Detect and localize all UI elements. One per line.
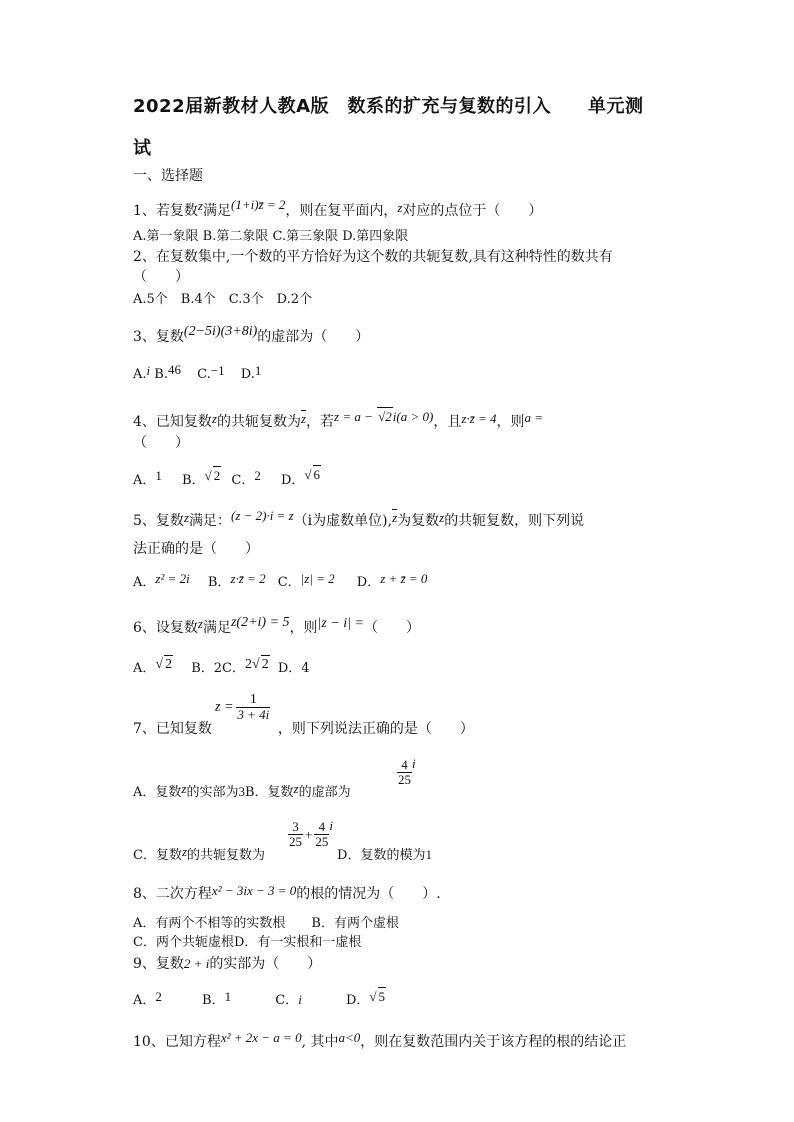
q8-formula: x² − 3ix − 3 = 0 xyxy=(211,883,297,898)
q1-options: A.第一象限 B.第二象限 C.第三象限 D.第四象限 xyxy=(133,229,409,244)
q7-opt-b-text: 的虚部为 xyxy=(298,785,351,800)
q7-opt-b-i: i xyxy=(412,756,416,771)
q7-opt-a-text: 的实部为 xyxy=(186,785,239,800)
q10-text: 10、已知方程 xyxy=(133,1034,221,1050)
q6-opt-a-label: A． xyxy=(133,661,156,676)
q7-opt-b-label: B．复数 xyxy=(244,785,294,800)
q3-formula: (2−5i)(3+8i) xyxy=(183,324,258,339)
q9-opt-d-label: D． xyxy=(345,993,370,1008)
q4-opt-b-value: 2 xyxy=(213,468,221,483)
q4-text-3: ，若 xyxy=(306,414,335,430)
q7-opt-a-label: A．复数 xyxy=(133,785,182,800)
q5-text-2: 满足： xyxy=(188,513,231,529)
q5-var: z xyxy=(183,510,189,525)
q9-opt-c-label: C． xyxy=(275,993,299,1008)
q5-opt-b-value: z·z̄ = 2 xyxy=(230,571,266,586)
q7-opt-b-numerator: 4 xyxy=(397,758,412,773)
q8-text-2: 的根的情况为（ ）. xyxy=(296,886,441,902)
q5-opt-a-value: z² = 2i xyxy=(155,571,190,586)
q7-opt-b-denominator: 25 xyxy=(398,772,411,787)
q3-opt-c-value: −1 xyxy=(210,363,225,378)
q7-opt-c-numerator-2: 4 xyxy=(314,820,329,835)
q5-opt-b-label: B． xyxy=(207,575,231,590)
q9-text-2: 的实部为（ ） xyxy=(209,956,322,972)
q9-opt-a-label: A． xyxy=(133,993,156,1008)
q9-opt-a-value: 2 xyxy=(155,989,162,1004)
q8-text: 8、二次方程 xyxy=(133,886,212,902)
q4-opt-d-label: D． xyxy=(280,473,305,488)
q3-text-2: 的虚部为（ ） xyxy=(257,329,370,345)
q4-options: A．1 B．√ 2 C．2 D．√ 6 xyxy=(133,467,321,488)
q6-opt-a-value: 2 xyxy=(165,657,173,672)
q8-options-ab: A．有两个不相等的实数根 B．有两个虚根 xyxy=(133,916,399,931)
question-4 xyxy=(133,409,544,431)
q7-var-2: z xyxy=(293,781,299,796)
page-title: 2022届新教材人教A版 数系的扩充与复数的引入 单元测 xyxy=(133,96,644,117)
q7-formula xyxy=(215,693,270,722)
q7-opt-b-fraction xyxy=(397,758,416,787)
question-2: 2、在复数集中,一个数的平方恰好为这个数的共轭复数,具有这种特性的数共有 xyxy=(133,249,613,265)
q3-opt-d-value: 1 xyxy=(254,363,262,378)
q4-opt-b-label: B． xyxy=(182,473,205,488)
q4-formula xyxy=(334,409,433,424)
q5-formula: (z − 2)·i = z xyxy=(230,508,294,523)
q7-opt-d-value: 1 xyxy=(425,847,432,862)
q5-text: 5、复数 xyxy=(133,513,184,529)
q9-opt-d-value: 5 xyxy=(378,989,386,1004)
q5-var-2: z xyxy=(439,510,445,525)
q3-text: 3、复数 xyxy=(133,329,184,345)
q3-opt-a-value: i xyxy=(146,363,151,378)
q7-opt-c-numerator-1: 3 xyxy=(288,820,303,835)
q9-formula: 2 + i xyxy=(183,956,210,971)
q4-line-2: （ ） xyxy=(133,435,189,451)
q3-opt-b-value: 46 xyxy=(167,362,181,377)
question-10 xyxy=(133,1030,627,1051)
q4-var: z xyxy=(211,411,217,426)
q4-text-2: 的共轭复数为 xyxy=(216,414,301,430)
q4-text-5: ，则 xyxy=(496,414,525,430)
q10-formula: x² + 2x − a = 0 xyxy=(220,1030,302,1045)
q7-options-cd xyxy=(133,846,432,865)
q10-condition: a<0 xyxy=(338,1030,361,1045)
section-heading: 一、选择题 xyxy=(133,168,203,184)
q5-text-3: （i为虚数单位), xyxy=(293,513,393,529)
q9-opt-b-label: B． xyxy=(202,993,225,1008)
q4-opt-a-value: 1 xyxy=(155,468,162,483)
q4-opt-a-label: A． xyxy=(133,473,156,488)
q6-opt-d: D．4 xyxy=(277,661,310,676)
q1-formula: (1+i)z̄ = 2 xyxy=(230,197,286,212)
question-2-line-2: （ ） xyxy=(133,269,189,285)
q7-options-ab xyxy=(133,783,351,802)
question-6 xyxy=(133,615,420,638)
q7-opt-c-i: i xyxy=(329,818,333,833)
q4-formula-2: z·z̄ = 4 xyxy=(461,411,497,426)
q4-opt-c-value: 2 xyxy=(254,468,261,483)
q3-options xyxy=(133,362,262,384)
q5-opt-d-value: z + z̄ = 0 xyxy=(380,571,428,586)
q7-opt-c-plus: + xyxy=(305,827,313,842)
q5-line-2: 法正确的是（ ） xyxy=(133,541,259,557)
q5-opt-c-label: C． xyxy=(277,575,301,590)
q6-text-2: 满足 xyxy=(202,620,231,636)
q9-opt-b-value: 1 xyxy=(224,989,232,1004)
q1-var-2: z xyxy=(397,200,403,215)
q9-options: A．2 B．1 C．i D．√ 5 xyxy=(133,989,386,1008)
q3-opt-d-label: D. xyxy=(240,367,255,382)
q5-text-5: 的共轭复数，则下列说 xyxy=(444,513,585,529)
q6-formula-2: |z − i| = xyxy=(317,616,364,631)
q7-text: 7、已知复数 xyxy=(133,721,212,737)
q7-formula-lhs: z = xyxy=(215,699,234,715)
question-7 xyxy=(133,720,474,738)
q5-opt-c-value: |z| = 2 xyxy=(300,571,335,586)
q7-formula-denominator: 3 + 4i xyxy=(237,707,270,722)
q4-formula-part-c: i(a > 0) xyxy=(392,409,434,424)
q7-text-2: ，则下列说法正确的是（ ） xyxy=(277,721,474,737)
q6-text-3: ，则 xyxy=(289,620,318,636)
q6-var: z xyxy=(197,616,203,631)
q1-text-4: 对应的点位于（ ） xyxy=(402,203,543,219)
q4-var-conjugate: $\overline{z}$ xyxy=(300,411,307,426)
q5-options xyxy=(133,573,427,592)
q2-options: A.5个 B.4个 C.3个 D.2个 xyxy=(133,292,312,307)
q10-text-3: ，则在复数范围内关于该方程的根的结论正 xyxy=(360,1034,627,1050)
q7-opt-c-fraction xyxy=(288,820,333,849)
q7-opt-c-denominator-1: 25 xyxy=(289,834,302,849)
question-3 xyxy=(133,324,370,347)
q4-text: 4、已知复数 xyxy=(133,414,212,430)
question-5 xyxy=(133,508,585,530)
q5-text-4: 为复数 xyxy=(397,513,440,529)
q7-var: z xyxy=(181,781,187,796)
q3-opt-b-label: B. xyxy=(154,367,168,382)
q10-text-2: , 其中 xyxy=(301,1034,339,1050)
q9-opt-c-value: i xyxy=(298,992,302,1007)
q7-opt-a-value: 3 xyxy=(238,784,245,799)
q7-formula-numerator: 1 xyxy=(236,693,270,708)
q6-opt-c-label: C． xyxy=(222,661,245,676)
q6-text-4: （ ） xyxy=(363,620,420,636)
q1-text-2: 满足 xyxy=(202,203,231,219)
q3-opt-c-label: C. xyxy=(197,367,211,382)
q7-var-3: z xyxy=(181,844,188,859)
q9-text: 9、复数 xyxy=(133,956,184,972)
q4-opt-c-label: C． xyxy=(231,473,255,488)
page-title-continued: 试 xyxy=(133,138,152,159)
q4-formula-sqrt: √2 xyxy=(378,409,392,424)
q6-options: A．√ 2 B．2C．2√ 2 D．4 xyxy=(133,657,310,676)
q5-opt-d-label: D． xyxy=(356,575,381,590)
q1-text: 1、若复数 xyxy=(133,203,198,219)
q6-text: 6、设复数 xyxy=(133,620,198,636)
q4-formula-part-a: z = a − xyxy=(334,409,377,424)
q5-var-conjugate: $\overline{z}$ xyxy=(392,510,398,525)
question-8 xyxy=(133,885,441,903)
q5-opt-a-label: A． xyxy=(133,575,156,590)
q7-opt-c-denominator-2: 25 xyxy=(315,834,329,849)
q1-text-3: ，则在复平面内， xyxy=(285,203,398,219)
q6-opt-b: B．2 xyxy=(191,661,223,676)
q4-text-4: ，且 xyxy=(433,414,462,430)
q1-var: z xyxy=(197,198,203,213)
q6-formula: z(2+i) = 5 xyxy=(230,615,290,630)
q3-opt-a-label: A. xyxy=(133,367,147,382)
q7-opt-c-label: C．复数 xyxy=(133,848,182,863)
q7-opt-d-text: D．复数的模为 xyxy=(337,848,426,863)
q4-var-a: a = xyxy=(524,410,544,425)
question-9 xyxy=(133,955,321,973)
question-1 xyxy=(133,197,543,220)
q6-opt-c-value: 2 xyxy=(261,657,269,672)
q8-options-cd: C．两个共轭虚根D．有一实根和一虚根 xyxy=(133,935,362,950)
q4-opt-d-value: 6 xyxy=(313,467,321,482)
q7-opt-c-text: 的共轭复数为 xyxy=(187,848,266,863)
